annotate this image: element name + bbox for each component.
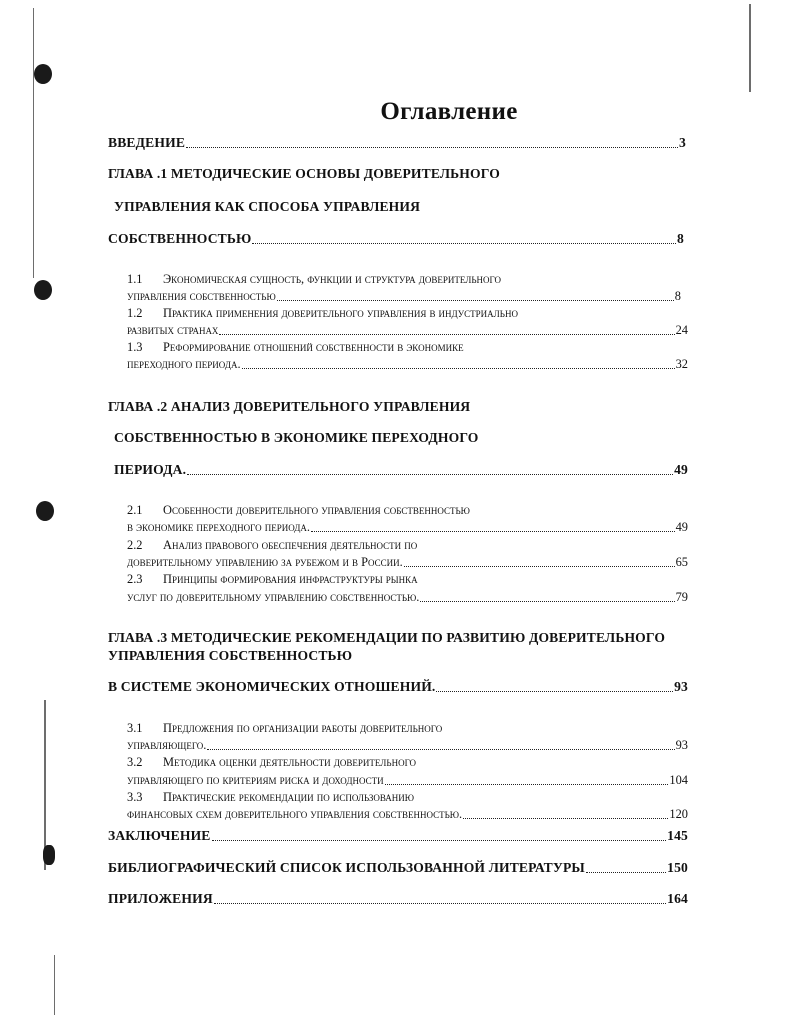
section-title-line1: Практические рекомендации по использованию bbox=[163, 790, 415, 804]
section-2-2-heading bbox=[127, 538, 417, 553]
dot-leader bbox=[586, 872, 666, 873]
toc-appendices-page: 164 bbox=[667, 891, 688, 906]
section-title-line2: управляющего по критериям риска и доходности bbox=[127, 773, 384, 787]
scan-edge-line-bottom-left bbox=[54, 955, 55, 1015]
dot-leader bbox=[463, 818, 668, 819]
section-number: 2.2 bbox=[127, 538, 143, 552]
toc-section-1-3[interactable] bbox=[127, 357, 688, 372]
dot-leader bbox=[214, 903, 666, 904]
chapter3-heading-line2: УПРАВЛЕНИЯ СОБСТВЕННОСТЬЮ bbox=[108, 648, 353, 663]
section-title-line1: Методика оценки деятельности доверительного bbox=[163, 755, 417, 769]
toc-bibliography[interactable] bbox=[108, 860, 688, 876]
section-page: 79 bbox=[675, 590, 688, 604]
scan-edge-line-left bbox=[33, 8, 34, 278]
toc-conclusion-page: 145 bbox=[667, 828, 688, 843]
chapter1-page: 8 bbox=[677, 231, 684, 246]
dot-leader bbox=[252, 243, 676, 244]
section-title-line2: услуг по доверительному управлению собственностью. bbox=[127, 590, 420, 604]
chapter1-heading-line3: СОБСТВЕННОСТЬЮ bbox=[108, 231, 252, 246]
toc-chapter1[interactable] bbox=[108, 231, 684, 247]
section-3-2-heading bbox=[127, 755, 416, 770]
dot-leader bbox=[186, 147, 678, 148]
chapter3-heading-line1: ГЛАВА .3 МЕТОДИЧЕСКИЕ РЕКОМЕНДАЦИИ ПО РАЗВИТИЮ ДОВЕРИТЕЛЬНОГО bbox=[108, 630, 666, 645]
section-title-line2: управляющего. bbox=[127, 738, 207, 752]
page-title: Оглавление bbox=[380, 98, 518, 125]
toc-section-2-2[interactable] bbox=[127, 555, 688, 570]
toc-section-1-2[interactable] bbox=[127, 323, 688, 338]
toc-appendices[interactable] bbox=[108, 891, 688, 907]
section-number: 3.2 bbox=[127, 755, 143, 769]
toc-introduction-label: ВВЕДЕНИЕ bbox=[108, 135, 186, 150]
dot-leader bbox=[277, 300, 674, 301]
toc-introduction-page: 3 bbox=[679, 135, 686, 150]
section-1-2-heading bbox=[127, 306, 518, 321]
chapter1-heading-line2: УПРАВЛЕНИЯ КАК СПОСОБА УПРАВЛЕНИЯ bbox=[114, 199, 421, 214]
section-3-1-heading bbox=[127, 721, 442, 736]
section-2-1-heading bbox=[127, 503, 470, 518]
section-title-line1: Экономическая сущность, функции и структура доверительного bbox=[163, 272, 501, 286]
dot-leader bbox=[212, 840, 667, 841]
toc-appendices-label: ПРИЛОЖЕНИЯ bbox=[108, 891, 213, 906]
chapter3-heading-line3: В СИСТЕМЕ ЭКОНОМИЧЕСКИХ ОТНОШЕНИЙ. bbox=[108, 679, 436, 694]
section-number: 2.1 bbox=[127, 503, 143, 517]
section-number: 3.3 bbox=[127, 790, 143, 804]
punch-hole-mark-3 bbox=[36, 501, 54, 521]
toc-conclusion-label: ЗАКЛЮЧЕНИЕ bbox=[108, 828, 211, 843]
toc-section-3-2[interactable] bbox=[127, 773, 688, 788]
section-page: 24 bbox=[675, 323, 688, 337]
section-1-1-heading bbox=[127, 272, 501, 287]
section-number: 1.1 bbox=[127, 272, 143, 286]
dot-leader bbox=[187, 474, 673, 475]
section-title-line1: Особенности доверительного управления собственностью bbox=[163, 503, 470, 517]
section-page: 49 bbox=[675, 520, 688, 534]
punch-hole-mark-2 bbox=[34, 280, 52, 300]
chapter2-page: 49 bbox=[674, 462, 688, 477]
toc-section-3-1[interactable] bbox=[127, 738, 688, 753]
section-number: 1.3 bbox=[127, 340, 143, 354]
dot-leader bbox=[420, 601, 674, 602]
toc-section-3-3[interactable] bbox=[127, 807, 688, 822]
section-page: 104 bbox=[669, 773, 688, 787]
section-page: 93 bbox=[675, 738, 688, 752]
punch-hole-mark-4 bbox=[43, 845, 55, 865]
section-title-line1: Анализ правового обеспечения деятельности по bbox=[163, 538, 418, 552]
section-title-line2: доверительному управлению за рубежом и в России. bbox=[127, 555, 403, 569]
chapter2-heading-line3: ПЕРИОДА. bbox=[114, 462, 187, 477]
section-page: 8 bbox=[674, 289, 681, 303]
dot-leader bbox=[436, 691, 673, 692]
section-title-line2: переходного периода. bbox=[127, 357, 241, 371]
section-title-line1: Предложения по организации работы доверительного bbox=[163, 721, 443, 735]
dot-leader bbox=[242, 368, 675, 369]
section-2-3-heading bbox=[127, 572, 418, 587]
section-title-line2: в экономике переходного периода. bbox=[127, 520, 311, 534]
dot-leader bbox=[311, 531, 675, 532]
toc-section-1-1[interactable] bbox=[127, 289, 681, 304]
section-page: 120 bbox=[669, 807, 688, 821]
section-title-line2: управления собственностью bbox=[127, 289, 276, 303]
toc-section-2-1[interactable] bbox=[127, 520, 688, 535]
section-page: 32 bbox=[675, 357, 688, 371]
chapter1-heading-line1: ГЛАВА .1 МЕТОДИЧЕСКИЕ ОСНОВЫ ДОВЕРИТЕЛЬНОГО bbox=[108, 166, 500, 181]
section-number: 3.1 bbox=[127, 721, 143, 735]
toc-introduction[interactable] bbox=[108, 135, 686, 151]
section-title-line2: финансовых схем доверительного управления собственностью. bbox=[127, 807, 463, 821]
section-title-line1: Практика применения доверительного управления в индустриально bbox=[163, 306, 518, 320]
toc-chapter2[interactable] bbox=[114, 462, 688, 478]
toc-bibliography-label: БИБЛИОГРАФИЧЕСКИЙ СПИСОК ИСПОЛЬЗОВАННОЙ ЛИТЕРАТУРЫ bbox=[108, 860, 585, 875]
section-page: 65 bbox=[675, 555, 688, 569]
section-3-3-heading bbox=[127, 790, 414, 805]
section-1-3-heading bbox=[127, 340, 464, 355]
scan-edge-line-right bbox=[749, 4, 751, 92]
toc-section-2-3[interactable] bbox=[127, 590, 688, 605]
toc-bibliography-page: 150 bbox=[667, 860, 688, 875]
chapter2-heading-line2: СОБСТВЕННОСТЬЮ В ЭКОНОМИКЕ ПЕРЕХОДНОГО bbox=[114, 430, 479, 445]
dot-leader bbox=[219, 334, 674, 335]
dot-leader bbox=[385, 784, 669, 785]
toc-chapter3[interactable] bbox=[108, 679, 688, 695]
section-title-line1: Принципы формирования инфраструктуры рынка bbox=[163, 572, 418, 586]
punch-hole-mark-1 bbox=[34, 64, 52, 84]
section-number: 2.3 bbox=[127, 572, 143, 586]
section-title-line2: развитых странах bbox=[127, 323, 219, 337]
toc-conclusion[interactable] bbox=[108, 828, 688, 844]
dot-leader bbox=[404, 566, 675, 567]
chapter2-heading-line1: ГЛАВА .2 АНАЛИЗ ДОВЕРИТЕЛЬНОГО УПРАВЛЕНИЯ bbox=[108, 399, 471, 414]
section-title-line1: Реформирование отношений собственности в экономике bbox=[163, 340, 464, 354]
section-number: 1.2 bbox=[127, 306, 143, 320]
chapter3-page: 93 bbox=[674, 679, 688, 694]
dot-leader bbox=[207, 749, 674, 750]
